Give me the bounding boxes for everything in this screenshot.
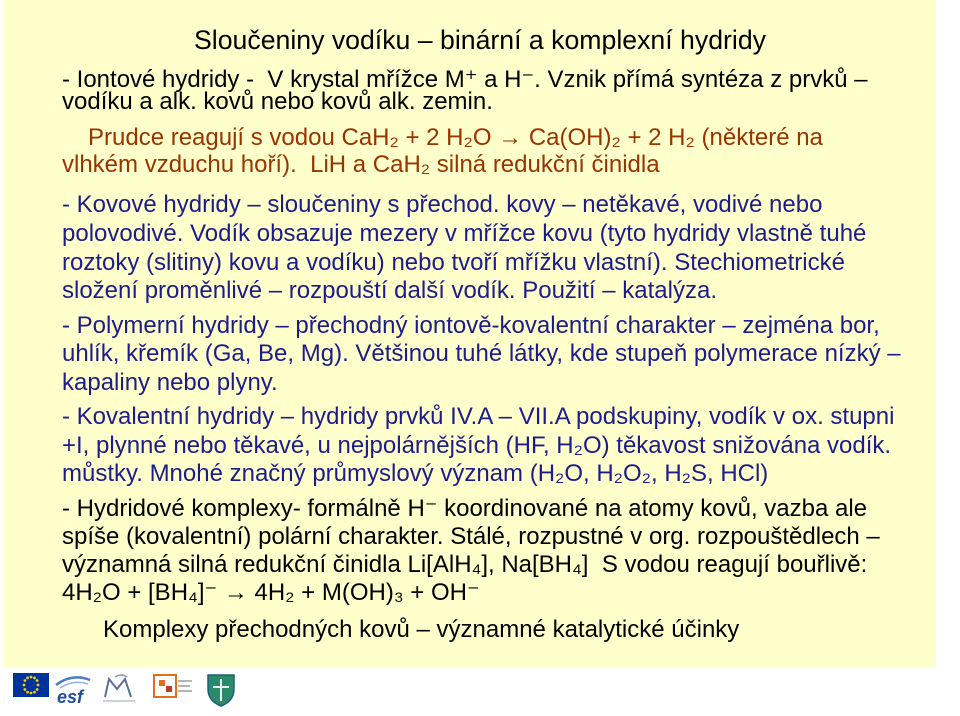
slide-title: Sloučeniny vodíku – binární a komplexní hydridy <box>194 25 766 55</box>
hydride-complexes-equation: 4H₂O + [BH₄]⁻ → 4H₂ + M(OH)₃ + OH⁻ <box>62 579 480 606</box>
eu-flag-icon <box>12 671 52 701</box>
ionic-reactions-line-1: Prudce reagují s vodou CaH₂ + 2 H₂O → Ca(OH)₂ + 2 H₂ (některé na <box>88 124 823 151</box>
ionic-reactions-line-2: vlhkém vzduchu hoří). LiH a CaH₂ silná redukční činidla <box>62 151 660 178</box>
esf-logo-icon <box>52 671 94 709</box>
covalent-hydrides-line-2: +I, plynné nebo těkavé, u nejpolárnějších (HF, H₂O) těkavost snižována vodík. <box>62 432 892 459</box>
metallic-hydrides-line-2: polovodivé. Vodík obsazuje mezery v mřížce kovu (tyto hydridy vlastně tuhé <box>62 220 867 247</box>
ionic-hydrides-line-2: vodíku a alk. kovů nebo kovů alk. zemin. <box>62 88 493 115</box>
msmt-logo-icon <box>97 671 141 707</box>
polymeric-hydrides-line-2: uhlík, křemík (Ga, Be, Mg). Většinou tuhé látky, kde stupeň polymerace nízký – <box>62 340 901 367</box>
polymeric-hydrides-line-3: kapaliny nebo plyny. <box>62 369 278 396</box>
transition-metal-complexes-line: Komplexy přechodných kovů – významné katalytické účinky <box>103 616 740 643</box>
covalent-hydrides-line-1: - Kovalentní hydridy – hydridy prvků IV.A – VII.A podskupiny, vodík v ox. stupni <box>62 403 895 430</box>
university-crest-icon <box>202 671 240 709</box>
metallic-hydrides-line-1: - Kovové hydridy – sloučeniny s přechod. kovy – netěkavé, vodivé nebo <box>62 191 823 218</box>
ionic-hydrides-line-1: - Iontové hydridy - V krystal mřížce M⁺ a H⁻. Vznik přímá syntéza z prvků – <box>62 66 868 93</box>
metallic-hydrides-line-3: roztoky (slitiny) kovu a vodíku) nebo tvoří mřížku vlastní). Stechiometrické <box>62 249 845 276</box>
op-vk-logo-icon <box>148 671 196 707</box>
hydride-complexes-line-1: - Hydridové komplexy- formálně H⁻ koordinované na atomy kovů, vazba ale <box>62 495 868 522</box>
polymeric-hydrides-line-1: - Polymerní hydridy – přechodný iontově-kovalentní charakter – zejména bor, <box>62 312 880 339</box>
metallic-hydrides-line-4: složení proměnlivé – rozpouští další vodík. Použití – katalýza. <box>62 277 717 304</box>
covalent-hydrides-line-3: můstky. Mnohé značný průmyslový význam (H₂O, H₂O₂, H₂S, HCl) <box>62 460 769 487</box>
hydride-complexes-line-3: významná silná redukční činidla Li[AlH₄], Na[BH₄] S vodou reagují bouřlivě: <box>62 551 868 578</box>
hydride-complexes-line-2: spíše (kovalentní) polární charakter. Stálé, rozpustné v org. rozpouštědlech – <box>62 523 880 550</box>
esf-lettering: esf <box>57 687 84 707</box>
